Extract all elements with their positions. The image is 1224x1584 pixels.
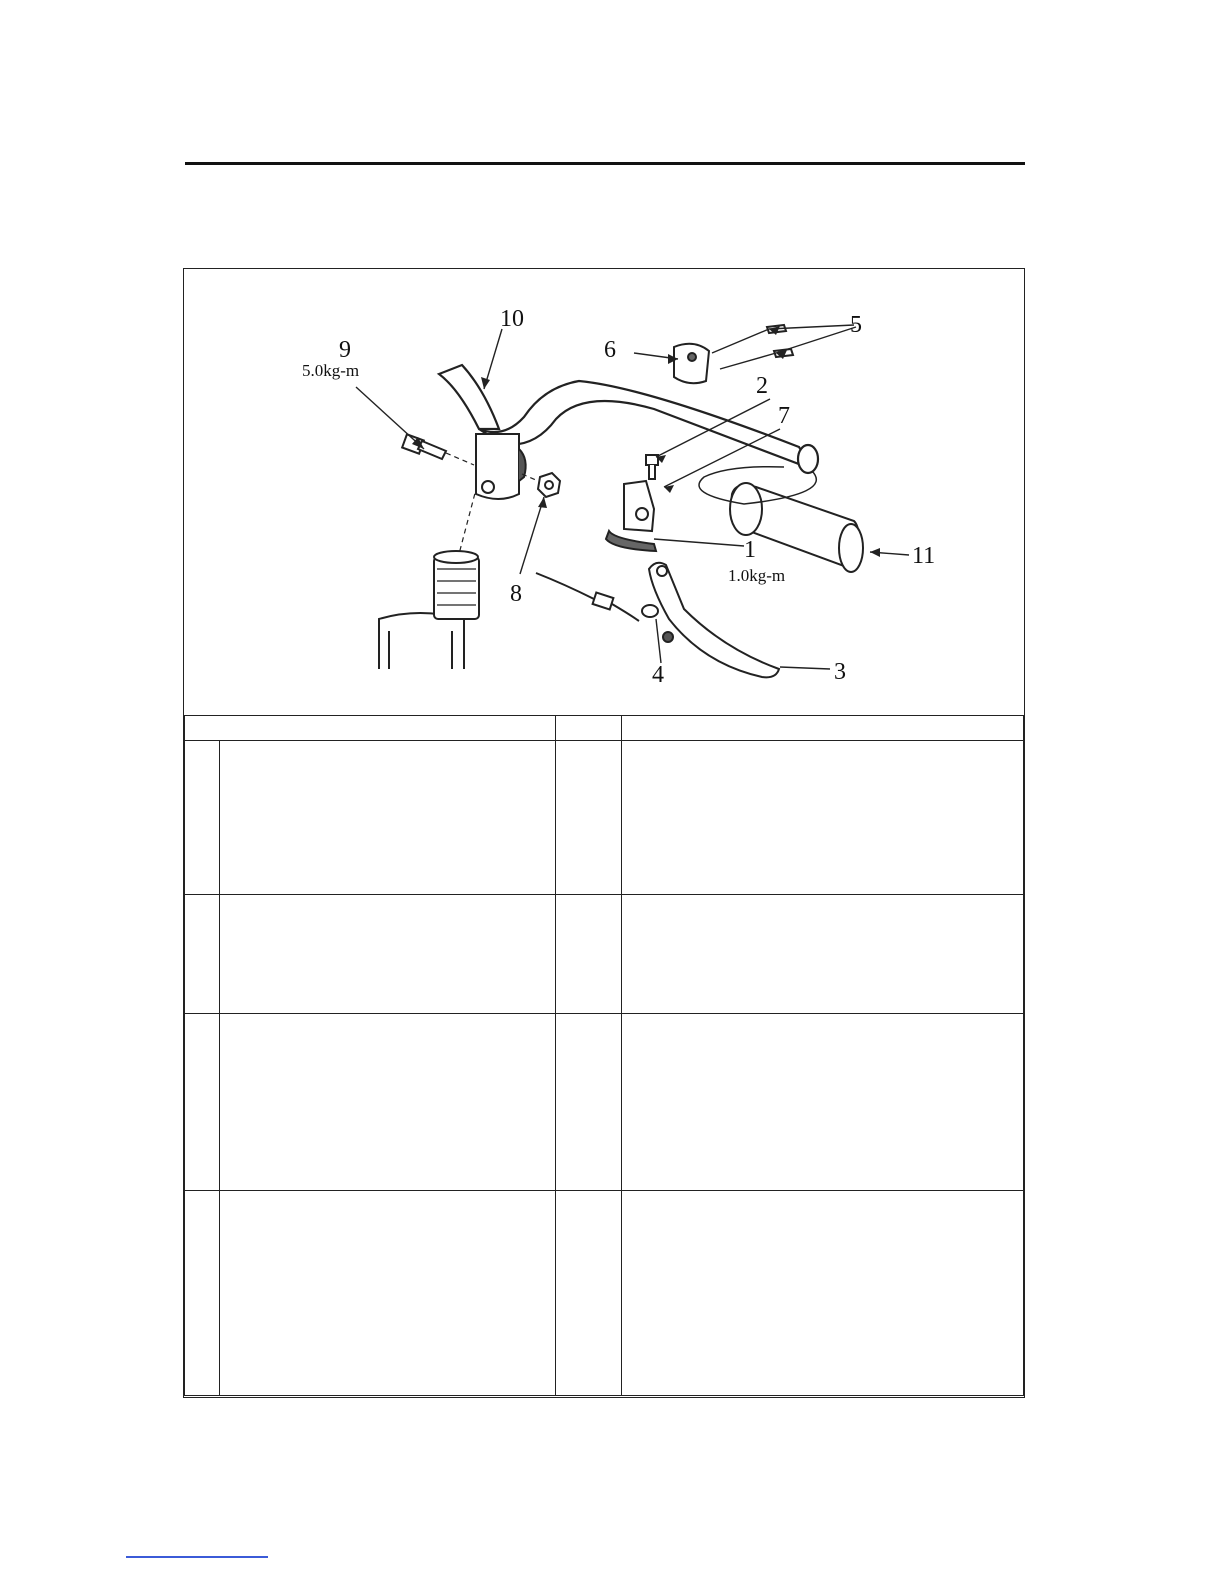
callout-2: 2 xyxy=(756,373,768,399)
row-qty xyxy=(556,895,622,1014)
callout-6: 6 xyxy=(604,337,616,363)
row-number xyxy=(185,741,220,895)
grip-11 xyxy=(699,467,863,572)
callout-7: 7 xyxy=(778,403,790,429)
row-qty xyxy=(556,1014,622,1191)
callout-11: 11 xyxy=(912,543,936,569)
parts-table xyxy=(184,715,1024,1396)
callout-1: 1 xyxy=(744,537,756,563)
row-remarks xyxy=(622,1191,1024,1396)
handlebar-clamp xyxy=(476,434,526,499)
top-rule xyxy=(185,162,1025,165)
footer-link-underline[interactable] xyxy=(126,1556,268,1558)
callout-4: 4 xyxy=(652,662,664,688)
row-number xyxy=(185,1014,220,1191)
diagram-frame xyxy=(183,268,1025,1398)
row-procedure xyxy=(220,1191,556,1396)
callout-3: 3 xyxy=(834,659,846,685)
row-remarks xyxy=(622,1014,1024,1191)
handlebar-exploded-diagram xyxy=(184,269,1023,715)
callout-9: 9 xyxy=(339,337,351,363)
row-remarks xyxy=(622,895,1024,1014)
nut-8 xyxy=(522,473,560,497)
header-remarks xyxy=(622,716,1024,741)
row-number xyxy=(185,895,220,1014)
header-procedure xyxy=(185,716,556,741)
callout-1-torque: 1.0kg-m xyxy=(728,566,786,585)
screw-2 xyxy=(646,455,658,479)
row-remarks xyxy=(622,741,1024,895)
row-procedure xyxy=(220,895,556,1014)
table-row xyxy=(185,1191,1024,1396)
row-qty xyxy=(556,1191,622,1396)
fork-assembly xyxy=(379,551,479,669)
table-header-row xyxy=(185,716,1024,741)
table-row xyxy=(185,741,1024,895)
row-number xyxy=(185,1191,220,1396)
row-procedure xyxy=(220,741,556,895)
callout-8: 8 xyxy=(510,581,522,607)
lever-bracket xyxy=(606,481,656,551)
row-procedure xyxy=(220,1014,556,1191)
row-qty xyxy=(556,741,622,895)
callout-5: 5 xyxy=(850,312,862,338)
table-row xyxy=(185,895,1024,1014)
header-qty xyxy=(556,716,622,741)
callout-10: 10 xyxy=(500,306,524,332)
callout-9-torque: 5.0kg-m xyxy=(302,361,360,380)
table-row xyxy=(185,1014,1024,1191)
